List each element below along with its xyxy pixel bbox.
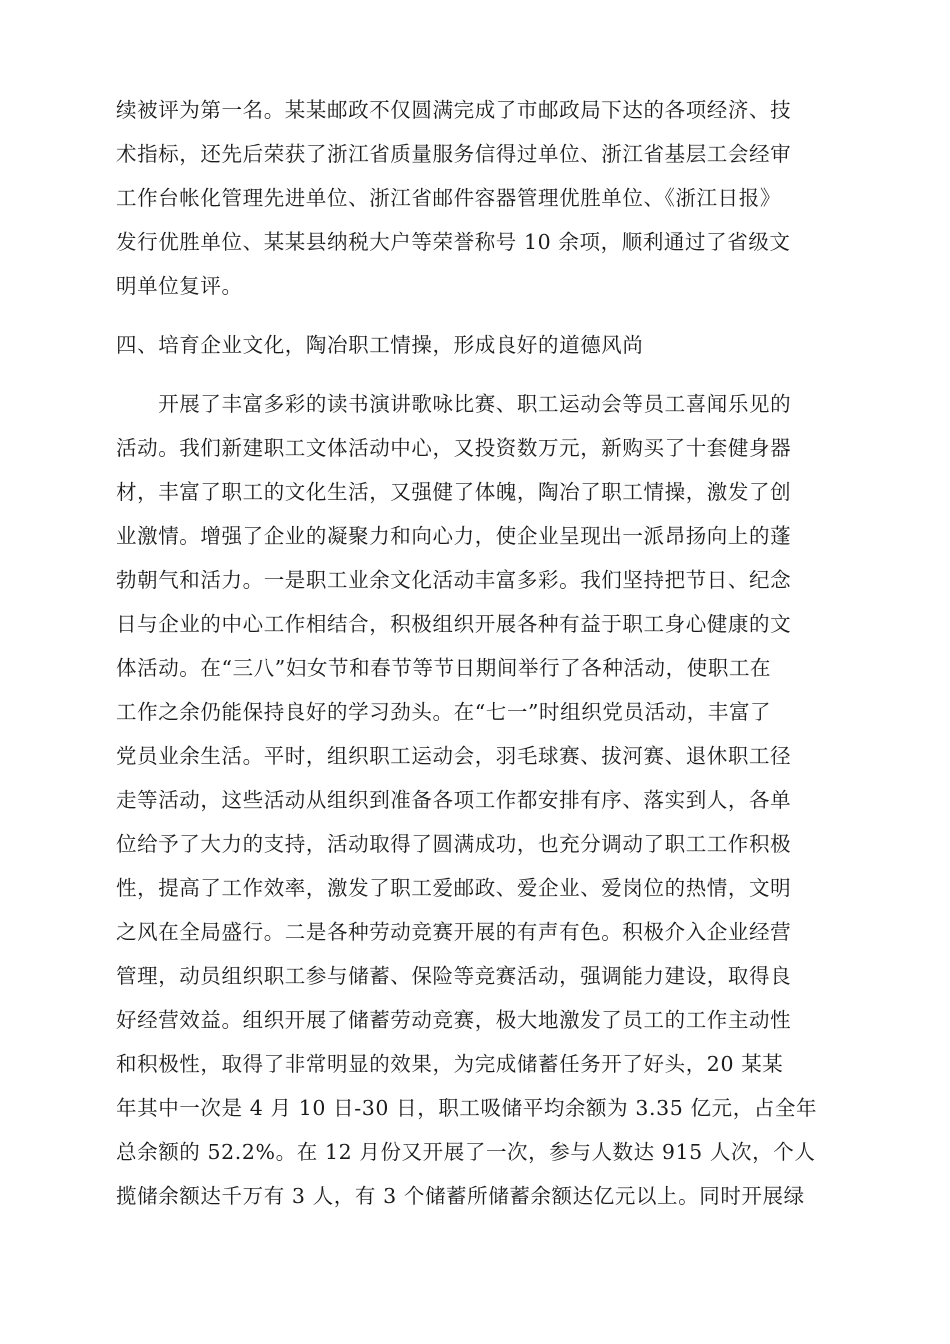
text-line: 活动。我们新建职工文体活动中心，又投资数万元，新购买了十套健身器 (116, 436, 792, 460)
text-line: 性，提高了工作效率，激发了职工爱邮政、爱企业、爱岗位的热情，文明 (116, 876, 792, 900)
text-line: 发行优胜单位、某某县纳税大户等荣誉称号 10 余项，顺利通过了省级文 (116, 230, 791, 254)
text-line: 走等活动，这些活动从组织到准备各项工作都安排有序、落实到人，各单 (116, 788, 792, 812)
text-line: 术指标，还先后荣获了浙江省质量服务信得过单位、浙江省基层工会经审 (116, 142, 792, 166)
text-line: 材，丰富了职工的文化生活，又强健了体魄，陶冶了职工情操，激发了创 (116, 480, 792, 504)
text-line: 开展了丰富多彩的读书演讲歌咏比赛、职工运动会等员工喜闻乐见的 (116, 392, 792, 416)
text-line: 位给予了大力的支持，活动取得了圆满成功，也充分调动了职工工作积极 (116, 832, 792, 856)
text-line: 党员业余生活。平时，组织职工运动会，羽毛球赛、拔河赛、退休职工径 (116, 744, 792, 768)
text-line: 工作台帐化管理先进单位、浙江省邮件容器管理优胜单位、《浙江日报》 (116, 186, 781, 210)
text-line: 工作之余仍能保持良好的学习劲头。在“七一”时组织党员活动，丰富了 (116, 700, 772, 724)
text-line: 揽储余额达千万有 3 人，有 3 个储蓄所储蓄余额达亿元以上。同时开展绿 (116, 1184, 805, 1208)
text-line: 之风在全局盛行。二是各种劳动竞赛开展的有声有色。积极介入企业经营 (116, 920, 792, 944)
section-heading: 四、培育企业文化，陶冶职工情操，形成良好的道德风尚 (116, 333, 644, 357)
text-line: 体活动。在“三八”妇女节和春节等节日期间举行了各种活动，使职工在 (116, 656, 772, 680)
text-line: 和积极性，取得了非常明显的效果，为完成储蓄任务开了好头，20 某某 (116, 1052, 784, 1076)
text-line: 续被评为第一名。某某邮政不仅圆满完成了市邮政局下达的各项经济、技 (116, 98, 792, 122)
text-line: 业激情。增强了企业的凝聚力和向心力，使企业呈现出一派昂扬向上的蓬 (116, 524, 792, 548)
text-line: 明单位复评。 (116, 274, 243, 298)
text-line: 年其中一次是 4 月 10 日-30 日，职工吸储平均余额为 3.35 亿元，占全年 (116, 1096, 818, 1120)
text-line: 好经营效益。组织开展了储蓄劳动竞赛，极大地激发了员工的工作主动性 (116, 1008, 792, 1032)
text-line: 管理，动员组织职工参与储蓄、保险等竞赛活动，强调能力建设，取得良 (116, 964, 792, 988)
text-line: 总余额的 52.2%。在 12 月份又开展了一次，参与人数达 915 人次，个人 (116, 1140, 816, 1164)
text-line: 勃朝气和活力。一是职工业余文化活动丰富多彩。我们坚持把节日、纪念 (116, 568, 792, 592)
text-line: 日与企业的中心工作相结合，积极组织开展各种有益于职工身心健康的文 (116, 612, 792, 636)
